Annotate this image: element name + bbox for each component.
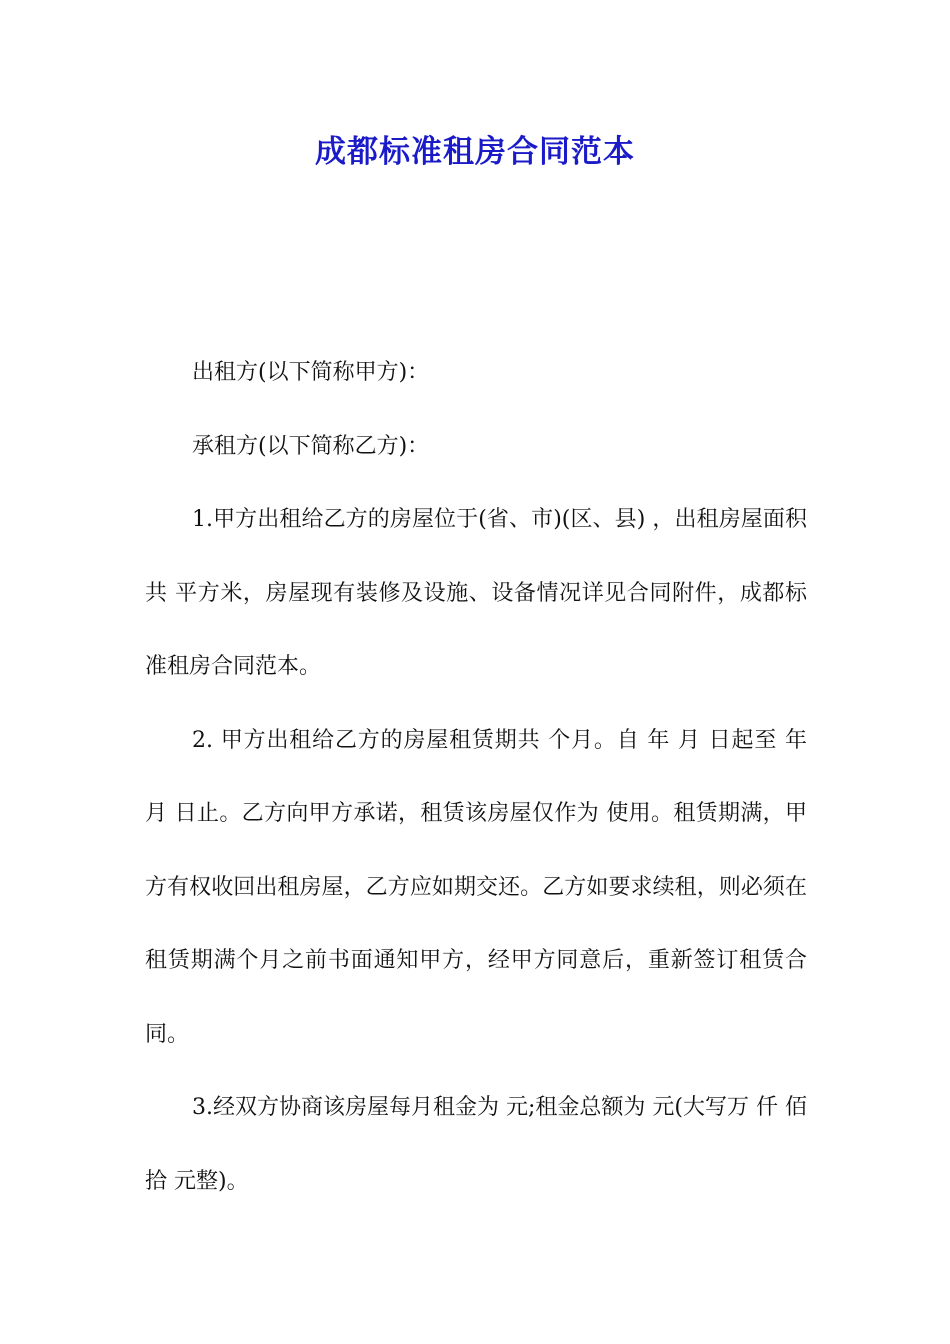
paragraph-lessor: 出租方(以下简称甲方)：	[192, 360, 430, 385]
paragraph-clause-2: 2. 甲方出租给乙方的房屋租赁期共 个月。自 年 月 日起至 年 月 日止。乙方向甲方承诺，租赁该房屋仅作为 使用。租赁期满，甲方有权收回出租房屋，乙方应如期交还。乙方如要求续租，则必须在租赁期满个月之前书面通知甲方，经甲方同意后，重新签订租赁合同。	[145, 727, 814, 1047]
paragraph-lessee: 承租方(以下简称乙方)：	[192, 433, 430, 459]
document-body	[145, 336, 814, 1218]
paragraph-clause-1: 1.甲方出租给乙方的房屋位于(省、市)(区、县) ，出租房屋面积共 平方米，房屋现有装修及设施、设备情况详见合同附件，成都标准租房合同范本。	[145, 507, 807, 679]
document-title: 成都标准租房合同范本	[315, 134, 635, 170]
paragraph-clause-3: 3.经双方协商该房屋每月租金为 元;租金总额为 元(大写万 仟 佰 拾 元整)。	[145, 1095, 814, 1194]
